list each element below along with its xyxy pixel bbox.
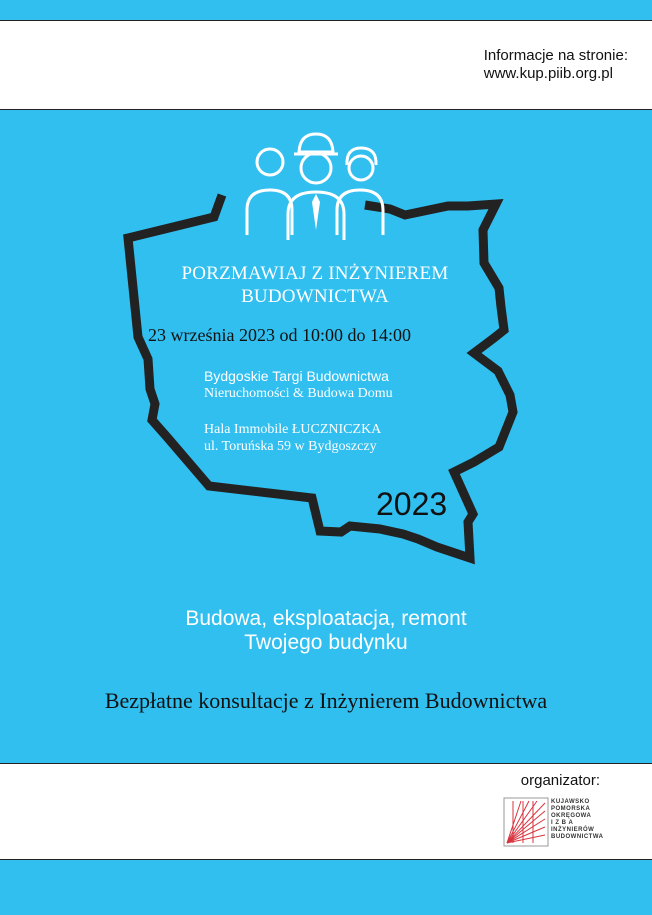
chamber-logo-icon (503, 797, 549, 847)
logo-line: KUJAWSKO (551, 799, 590, 805)
organizer-logo[interactable] (503, 797, 603, 847)
website-link[interactable]: www.kup.piib.org.pl (483, 65, 613, 82)
event-date: 23 września 2023 od 10:00 do 14:00 (148, 325, 411, 345)
slogan (0, 607, 652, 655)
info-line: Informacje na stronie: (483, 47, 628, 64)
engineers-group-icon (247, 134, 383, 240)
logo-line: POMORSKA (551, 806, 591, 812)
slogan-line1: Budowa, eksploatacja, remont (185, 607, 467, 630)
street-address: ul. Toruńska 59 w Bydgoszczy (204, 439, 377, 454)
hall-name: Hala Immobile ŁUCZNICZKA (204, 422, 382, 437)
logo-line: OKRĘGOWA (551, 813, 592, 819)
event-year: 2023 (376, 486, 448, 522)
venue-subtitle: Nieruchomości & Budowa Domu (204, 386, 393, 401)
headline-line1: PORZMAWIAJ Z INŻYNIEREM (181, 263, 449, 284)
event-address (204, 421, 381, 455)
logo-line: BUDOWNICTWA (551, 834, 604, 840)
logo-line: I Z B A (551, 820, 574, 826)
logo-text (551, 799, 604, 841)
slogan-line2: Twojego budynku (244, 631, 408, 654)
logo-line: INŻYNIERÓW (551, 827, 595, 833)
consultations-text: Bezpłatne konsultacje z Inżynierem Budownictwa (104, 688, 548, 713)
footer-band (0, 763, 652, 860)
organizer-label: organizator: (520, 772, 600, 789)
venue-name: Bydgoskie Targi Budownictwa (204, 368, 389, 384)
header-band (0, 20, 652, 110)
info-block (484, 47, 628, 83)
headline-line2: BUDOWNICTWA (241, 286, 389, 307)
